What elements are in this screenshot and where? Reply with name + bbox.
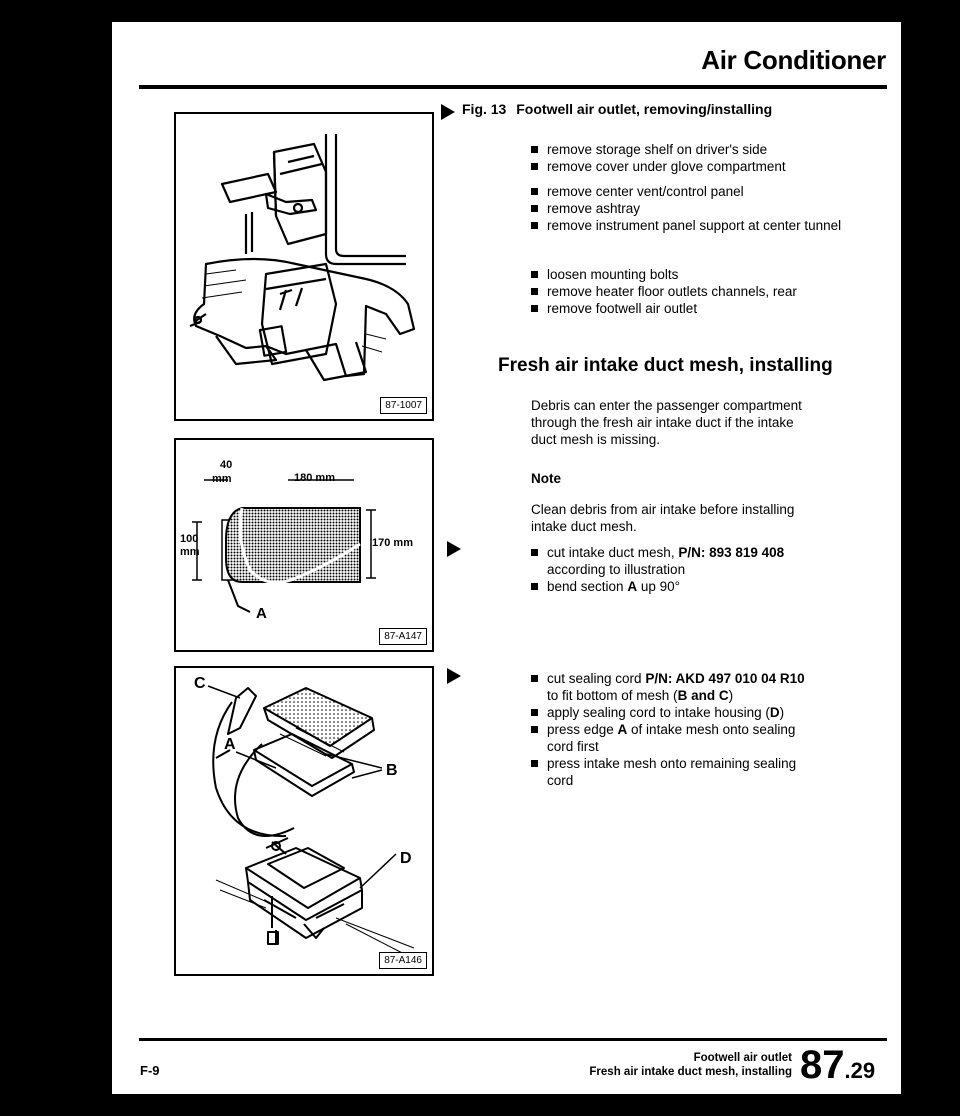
footer-labels xyxy=(560,1051,792,1079)
fig13-steps-group3 xyxy=(531,266,797,317)
figure-footwell-outlet xyxy=(174,112,434,421)
note-text: Clean debris from air intake before installing intake duct mesh. xyxy=(531,502,795,534)
mesh-steps xyxy=(531,544,784,595)
sealing-cord-drawing xyxy=(176,668,432,974)
footwell-outlet-drawing xyxy=(176,114,432,419)
figure-tag: 87-A147 xyxy=(379,628,427,645)
step: remove footwell air outlet xyxy=(531,300,797,317)
sealing-steps xyxy=(531,670,805,789)
figure-mesh-dimensions xyxy=(174,438,434,652)
footer-rule xyxy=(139,1038,887,1041)
step: press intake mesh onto remaining sealing cord xyxy=(531,755,805,789)
step: press edge A of intake mesh onto sealing cord first xyxy=(531,721,805,755)
header-rule xyxy=(139,85,887,89)
footer-line1: Footwell air outlet xyxy=(693,1052,792,1064)
arrow-pointer-icon xyxy=(447,668,461,684)
footer-side-code: F-9 xyxy=(140,1063,160,1078)
figure-tag: 87-A146 xyxy=(379,952,427,969)
dim-left-unit: mm xyxy=(212,473,232,485)
section-title: Fresh air intake duct mesh, installing xyxy=(498,355,833,376)
step: remove ashtray xyxy=(531,200,867,217)
step: apply sealing cord to intake housing (D) xyxy=(531,704,805,721)
step: remove center vent/control panel xyxy=(531,183,867,200)
step: loosen mounting bolts xyxy=(531,266,797,283)
note-label: Note xyxy=(531,471,561,486)
figure-tag: 87-1007 xyxy=(380,397,427,414)
label-a: A xyxy=(256,605,267,622)
dim-side-unit: mm xyxy=(180,546,200,558)
fig13-steps-group1 xyxy=(531,141,786,175)
step: remove cover under glove compartment xyxy=(531,158,786,175)
page-number xyxy=(800,1043,875,1093)
step: remove storage shelf on driver's side xyxy=(531,141,786,158)
footer-line2: Fresh air intake duct mesh, installing xyxy=(589,1066,792,1078)
fig13-label: Fig. 13 xyxy=(462,101,507,117)
arrow-pointer-icon xyxy=(447,541,461,557)
section-intro: Debris can enter the passenger compartment through the fresh air intake duct if the intake duct mesh is missing. xyxy=(531,398,802,447)
dim-left-top: 40 xyxy=(220,459,233,471)
fig13-heading xyxy=(462,101,772,118)
step: cut intake duct mesh, P/N: 893 819 408 according to illustration xyxy=(531,544,784,578)
step: remove heater floor outlets channels, rear xyxy=(531,283,797,300)
dim-top: 180 mm xyxy=(294,472,335,484)
step: cut sealing cord P/N: AKD 497 010 04 R10 to fit bottom of mesh (B and C) xyxy=(531,670,805,704)
label-c: C xyxy=(194,675,206,692)
label-a: A xyxy=(224,736,236,753)
dim-right: 170 mm xyxy=(372,537,413,549)
label-d: D xyxy=(400,850,412,867)
fig13-steps-group2 xyxy=(531,183,867,234)
step: bend section A up 90° xyxy=(531,578,784,595)
step: remove instrument panel support at center tunnel xyxy=(531,217,867,234)
arrow-pointer-icon xyxy=(441,104,455,120)
figure-sealing-cord xyxy=(174,666,434,976)
page-header-title: Air Conditioner xyxy=(701,45,886,75)
fig13-title: Footwell air outlet, removing/installing xyxy=(516,101,773,117)
dim-side-value: 100 xyxy=(180,533,199,545)
page-number-sub: .29 xyxy=(844,1058,876,1083)
page-number-main: 87 xyxy=(800,1043,845,1087)
label-b: B xyxy=(386,762,398,779)
